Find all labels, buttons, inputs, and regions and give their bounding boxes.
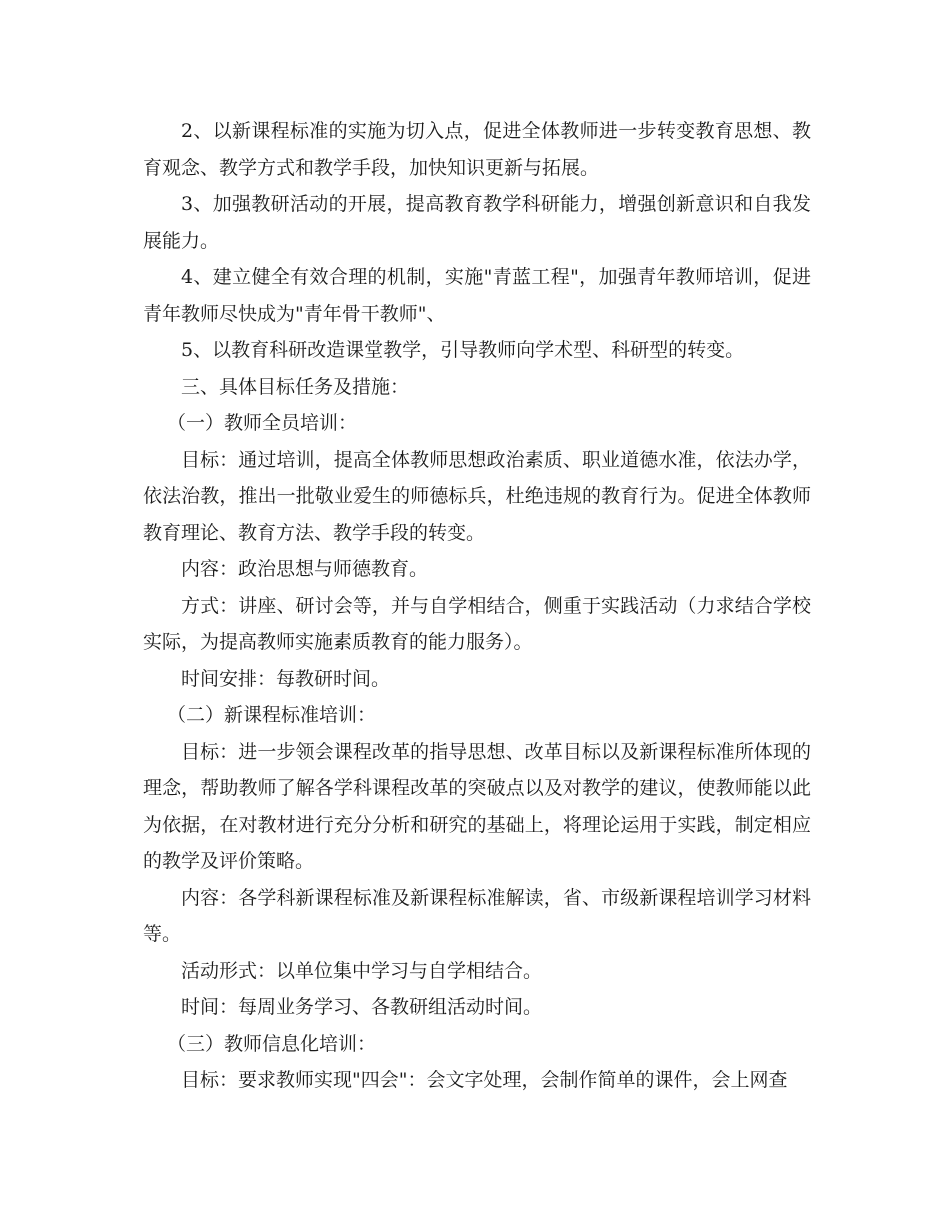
subsection-heading-1: （一）教师全员培训： [167, 412, 358, 434]
subsection-heading-3: （三）教师信息化培训： [167, 1032, 377, 1055]
paragraph-goal-4: 4、建立健全有效合理的机制，实施"青蓝工程"，加强青年教师培训，促进青年教师尽快成为"青年骨干教师"、 [143, 266, 811, 325]
paragraph-method-1: 方式：讲座、研讨会等，并与自学相结合，侧重于实践活动（力求结合学校实际，为提高教师实施素质教育的能力服务）。 [143, 594, 811, 653]
paragraph-activity-form-2: 活动形式：以单位集中学习与自学相结合。 [181, 959, 543, 982]
paragraph-schedule-1: 时间安排：每教研时间。 [181, 667, 391, 690]
paragraph-goal-2: 2、以新课程标准的实施为切入点，促进全体教师进一步转变教育思想、教育观念、教学方式和教学手段，加快知识更新与拓展。 [143, 120, 811, 179]
document-page [143, 113, 811, 1099]
section-heading-3: 三、具体目标任务及措施： [181, 375, 410, 398]
paragraph-target-3: 目标：要求教师实现"四会"：会文字处理，会制作简单的课件，会上网查 [181, 1069, 788, 1091]
paragraph-content-1: 内容：政治思想与师德教育。 [181, 558, 429, 580]
subsection-heading-2: （二）新课程标准培训： [167, 704, 377, 726]
paragraph-target-1: 目标：通过培训，提高全体教师思想政治素质、职业道德水准，依法办学，依法治教，推出一批敬业爱生的师德标兵，杜绝违规的教育行为。促进全体教师教育理论、教育方法、教学手段的转变。 [143, 448, 811, 544]
paragraph-goal-3: 3、加强教研活动的开展，提高教育教学科研能力，增强创新意识和自我发展能力。 [143, 193, 811, 252]
paragraph-schedule-2: 时间：每周业务学习、各教研组活动时间。 [181, 996, 543, 1018]
paragraph-content-2: 内容：各学科新课程标准及新课程标准解读，省、市级新课程培训学习材料等。 [143, 886, 811, 945]
paragraph-target-2: 目标：进一步领会课程改革的指导思想、改革目标以及新课程标准所体现的理念，帮助教师了解各学科课程改革的突破点以及对教学的建议，使教师能以此为依据，在对教材进行充分分析和研究的基础上，将理论运用于实践，制定相应的教学及评价策略。 [143, 740, 811, 872]
paragraph-goal-5: 5、以教育科研改造课堂教学，引导教师向学术型、科研型的转变。 [181, 339, 745, 361]
